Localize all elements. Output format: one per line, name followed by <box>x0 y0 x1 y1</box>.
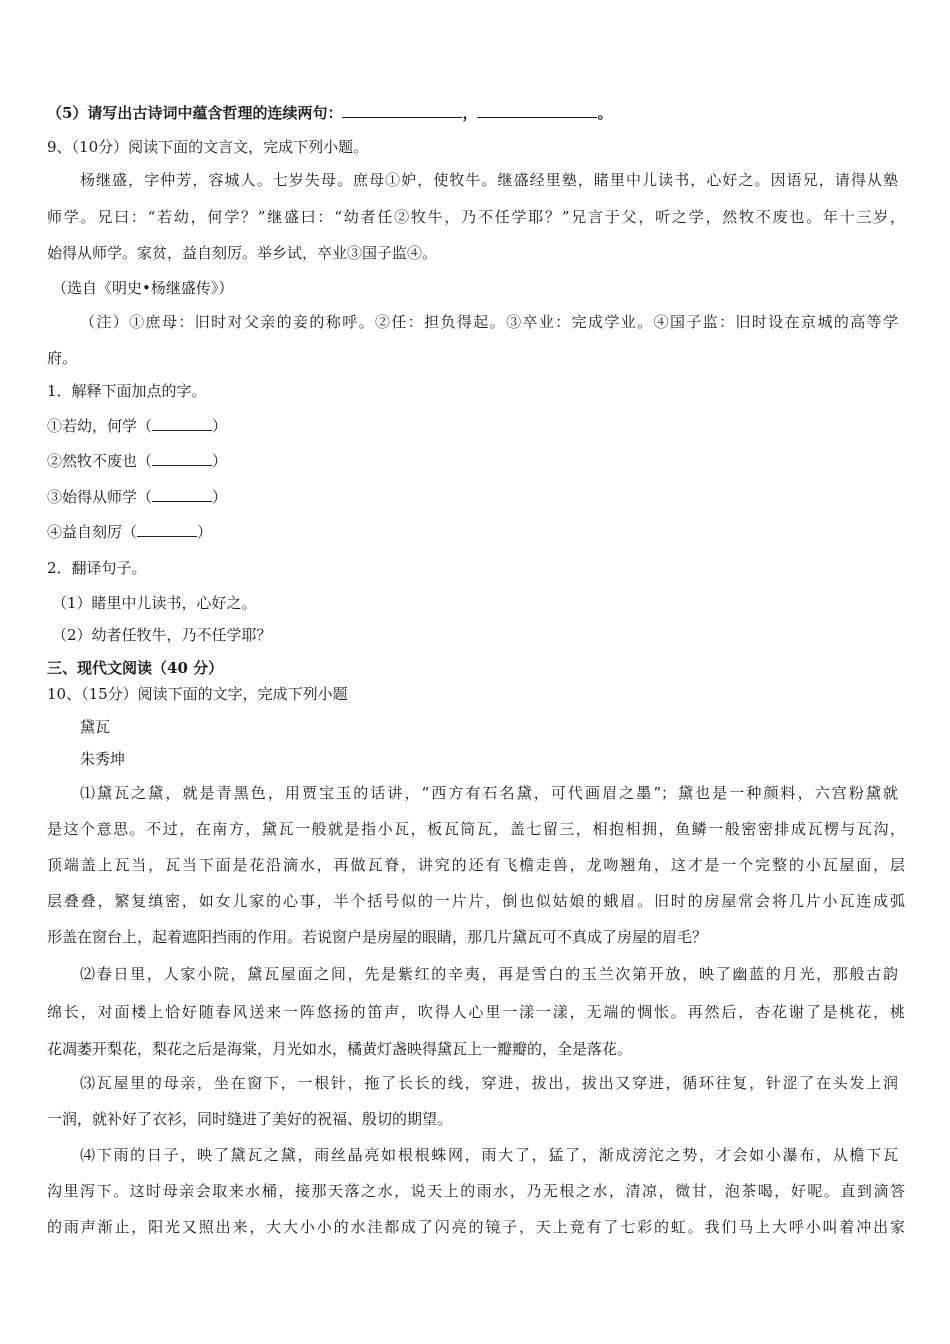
q5-comma: ， <box>462 104 478 122</box>
q9-sub2-item-1: （1）睹里中儿读书，心好之。 <box>52 594 257 612</box>
q10-p4-line-2: 沟里泻下。这时母亲会取来水桶，接那天落之水，说天上的雨水，乃无根之水，清凉，微甘，泡茶喝，好呢。直到滴答 <box>47 1182 905 1200</box>
q10-p4-line-1: ⑷下雨的日子，映了黛瓦之黛，雨丝晶亮如根根蛛网，雨大了，猛了，渐成滂沱之势，才会如小瀑布，从檐下瓦 <box>80 1146 898 1164</box>
q10-p1-line-1: ⑴黛瓦之黛，就是青黑色，用贾宝玉的话讲，“西方有石名黛，可代画眉之墨”；黛也是一种颜料，六宫粉黛就 <box>80 784 898 802</box>
section-3-title: 三、现代文阅读（40 分） <box>47 659 224 677</box>
q9-header: 9、（10分）阅读下面的文言文，完成下列小题。 <box>47 138 369 156</box>
q10-p3-line-1: ⑶瓦屋里的母亲，坐在窗下，一根针，拖了长长的线，穿进，拔出，拔出又穿进，循环往复，针涩了在头发上润 <box>80 1074 898 1092</box>
q9-sub1-item-4-text: ④益自刻厉（ <box>47 523 138 541</box>
q9-notes-line-2: 府。 <box>47 349 78 367</box>
q10-p2-line-1: ⑵春日里，人家小院，黛瓦屋面之间，先是紫红的辛夷，再是雪白的玉兰次第开放，映了幽蓝的月光，那般古韵 <box>80 965 898 983</box>
q9-sub1-item-3-text: ③始得从师学（ <box>47 488 153 506</box>
q9-sub1-close-3: ） <box>212 488 228 506</box>
q9-passage-line-1: 杨继盛，字仲芳，容城人。七岁失母。庶母①妒，使牧牛。继盛经里塾，睹里中儿读书，心好之。因语兄，请得从塾 <box>80 171 898 189</box>
q10-p1-line-2: 是这个意思。不过，在南方，黛瓦一般就是指小瓦，板瓦筒瓦，盖七留三，相抱相拥，鱼鳞一般密密排成瓦楞与瓦沟， <box>47 820 905 838</box>
q9-notes-line-1: （注）①庶母：旧时对父亲的妾的称呼。②任：担负得起。③卒业：完成学业。④国子监：旧时设在京城的高等学 <box>80 313 898 331</box>
q9-passage-line-3: 始得从师学。家贫，益自刻厉。举乡试，卒业③国子监④。 <box>47 244 438 262</box>
q9-sub1-blank-3[interactable] <box>152 487 212 502</box>
q9-sub1-item-4 <box>47 522 212 542</box>
q9-sub1-close-4: ） <box>197 523 213 541</box>
q9-sub1-title: 1．解释下面加点的字。 <box>47 382 207 400</box>
q10-header: 10、（15分）阅读下面的文字，完成下列小题 <box>47 685 348 703</box>
q10-p3-line-2: 一润，就补好了衣衫，同时缝进了美好的祝福、殷切的期望。 <box>47 1110 453 1128</box>
q10-author: 朱秀坤 <box>80 750 126 768</box>
q9-sub1-blank-2[interactable] <box>152 451 212 466</box>
q9-source: （选自《明史•杨继盛传》） <box>52 279 234 297</box>
q9-sub1-item-2 <box>47 451 227 471</box>
q9-passage-line-2: 师学。兄曰：“若幼，何学？”继盛曰：“幼者任②牧牛，乃不任学耶？”兄言于父，听之学，然牧不废也。年十三岁， <box>47 208 905 226</box>
q10-p1-line-5: 形盖在窗台上，起着遮阳挡雨的作用。若说窗户是房屋的眼睛，那几片黛瓦可不真成了房屋的眉毛？ <box>47 928 708 946</box>
q9-sub1-item-1 <box>47 416 227 436</box>
q5-prefix: （5）请写出古诗词中蕴含哲理的连续两句： <box>47 104 343 122</box>
q5-blank-2[interactable] <box>477 103 597 118</box>
q9-sub1-item-2-text: ②然牧不废也（ <box>47 452 153 470</box>
q9-sub2-item-2: （2）幼者任牧牛，乃不任学耶？ <box>52 626 272 644</box>
q10-p2-line-2: 绵长，对面楼上恰好随春风送来一阵悠扬的笛声，吹得人心里一漾一漾，无端的惆怅。再然后，杏花谢了是桃花，桃 <box>47 1003 905 1021</box>
q9-sub2-title: 2．翻译句子。 <box>47 559 147 577</box>
q10-p4-line-3: 的雨声渐止，阳光又照出来，大大小小的水洼都成了闪亮的镜子，天上竟有了七彩的虹。我们马上大呼小叫着冲出家 <box>47 1218 905 1236</box>
q9-sub1-item-1-text: ①若幼，何学（ <box>47 417 153 435</box>
q5-period: 。 <box>597 104 613 122</box>
q5-blank-1[interactable] <box>342 103 462 118</box>
q5-prompt <box>47 103 612 123</box>
q10-article-title: 黛瓦 <box>80 718 111 736</box>
q9-sub1-close-2: ） <box>212 452 228 470</box>
q9-sub1-item-3 <box>47 487 227 507</box>
q9-sub1-blank-1[interactable] <box>152 416 212 431</box>
q9-sub1-close-1: ） <box>212 417 228 435</box>
q10-p1-line-3: 顶端盖上瓦当，瓦当下面是花沿滴水，再做瓦脊，讲究的还有飞檐走兽，龙吻翘角，这才是一个完整的小瓦屋面，层 <box>47 856 905 874</box>
q10-p2-line-3: 花凋萎开梨花，梨花之后是海棠，月光如水，橘黄灯盏映得黛瓦上一瓣瓣的，全是落花。 <box>47 1040 633 1058</box>
q9-sub1-blank-4[interactable] <box>137 522 197 537</box>
q10-p1-line-4: 层叠叠，繁复缜密，如女儿家的心事，半个括号似的一片片，倒也似姑娘的蛾眉。旧时的房屋常会将几片小瓦连成弧 <box>47 892 905 910</box>
